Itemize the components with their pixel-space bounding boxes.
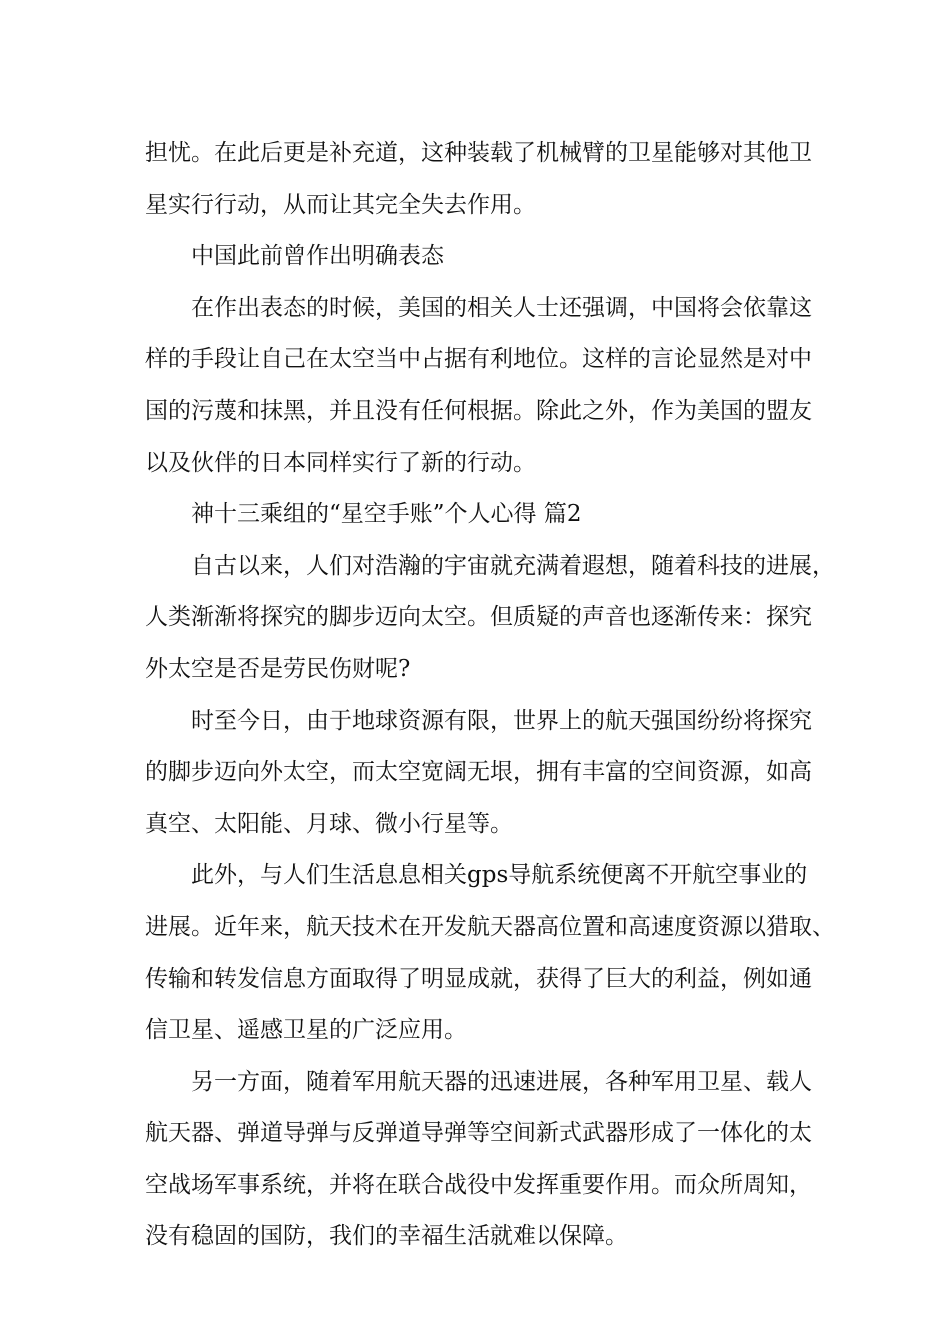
- text-line: 的脚步迈向外太空，而太空宽阔无垠，拥有丰富的空间资源，如高: [145, 759, 812, 786]
- text-line: 真空、太阳能、月球、微小行星等。: [145, 810, 513, 837]
- text-line: 进展。近年来，航天技术在开发航天器高位置和高速度资源以猎取、: [145, 913, 835, 940]
- text-line: 此外，与人们生活息息相关gps导航系统便离不开航空事业的: [191, 862, 808, 889]
- text-line: 样的手段让自己在太空当中占据有利地位。这样的言论显然是对中: [145, 346, 812, 373]
- text-line: 信卫星、遥感卫星的广泛应用。: [145, 1017, 467, 1044]
- text-line: 传输和转发信息方面取得了明显成就，获得了巨大的利益，例如通: [145, 965, 812, 992]
- text-line: 没有稳固的国防，我们的幸福生活就难以保障。: [145, 1223, 628, 1250]
- text-line: 以及伙伴的日本同样实行了新的行动。: [145, 449, 536, 476]
- text-line: 外太空是否是劳民伤财呢?: [145, 655, 411, 682]
- section-heading: 中国此前曾作出明确表态: [191, 243, 444, 270]
- text-line: 人类渐渐将探究的脚步迈向太空。但质疑的声音也逐渐传来：探究: [145, 604, 812, 631]
- text-line: 担忧。在此后更是补充道，这种装载了机械臂的卫星能够对其他卫: [145, 140, 812, 166]
- text-line: 另一方面，随着军用航天器的迅速进展，各种军用卫星、载人: [191, 1068, 812, 1095]
- text-line: 时至今日，由于地球资源有限，世界上的航天强国纷纷将探究: [191, 707, 812, 734]
- text-line: 自古以来，人们对浩瀚的宇宙就充满着遐想，随着科技的进展，: [191, 552, 835, 579]
- document-body: [145, 128, 835, 1263]
- text-line: 航天器、弹道导弹与反弹道导弹等空间新式武器形成了一体化的太: [145, 1120, 812, 1147]
- text-line: 国的污蔑和抹黑，并且没有任何根据。除此之外，作为美国的盟友: [145, 397, 812, 424]
- text-line: 星实行行动，从而让其完全失去作用。: [145, 191, 536, 218]
- text-line: 在作出表态的时候，美国的相关人士还强调，中国将会依靠这: [191, 294, 812, 321]
- article-title: 神十三乘组的“星空手账”个人心得 篇2: [191, 501, 582, 528]
- text-line: 空战场军事系统，并将在联合战役中发挥重要作用。而众所周知，: [145, 1171, 812, 1198]
